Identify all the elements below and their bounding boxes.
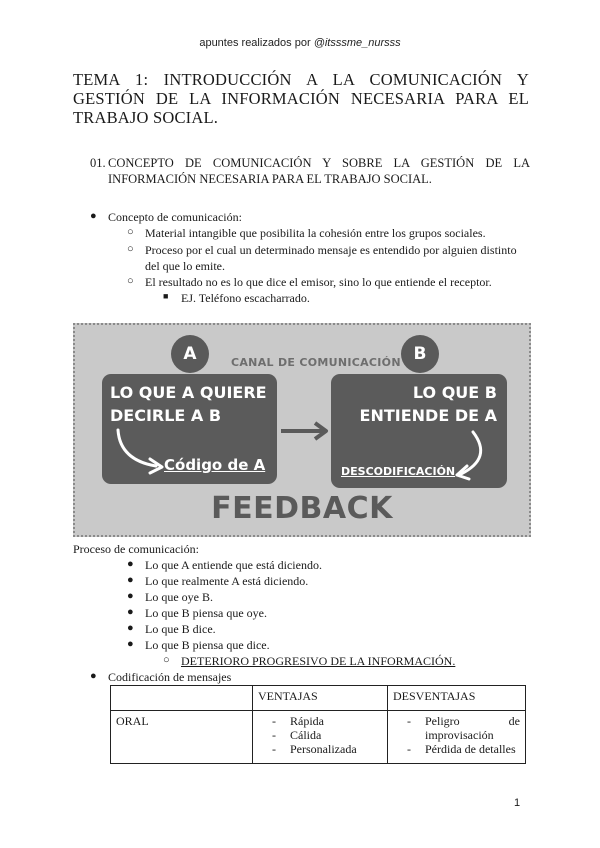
- desventaja-item: Pérdida de detalles: [425, 742, 516, 756]
- channel-label: CANAL DE COMUNICACIÓN: [231, 356, 401, 369]
- section-text: CONCEPTO DE COMUNICACIÓN Y SOBRE LA GESTIÓN DE LA INFORMACIÓN NECESARIA PARA EL TRABAJO SOCIAL.: [108, 156, 530, 186]
- circle-bullet-icon: ○: [127, 226, 134, 238]
- section-number: 01.: [90, 156, 106, 170]
- bullet-icon: ●: [127, 606, 134, 618]
- ventaja-item: Cálida: [290, 728, 322, 742]
- circle-bullet-icon: ○: [163, 654, 170, 666]
- process-conclusion: DETERIORO PROGRESIVO DE LA INFORMACIÓN.: [181, 654, 456, 668]
- header-prefix: apuntes realizados por: [199, 37, 314, 49]
- concept-label: Concepto de comunicación:: [108, 210, 242, 224]
- process-item: Lo que oye B.: [145, 590, 213, 604]
- decode-label: DESCODIFICACIÓN: [341, 465, 456, 478]
- table-header-desventajas: DESVENTAJAS: [388, 686, 526, 711]
- desventaja-item-end: de: [508, 714, 520, 728]
- coding-label: Codificación de mensajes: [108, 670, 232, 684]
- circle-bullet-icon: ○: [127, 275, 134, 287]
- table-header-empty: [111, 686, 253, 711]
- page-header: [0, 37, 600, 49]
- table-row: [111, 711, 526, 764]
- row-label-oral: ORAL: [111, 711, 253, 764]
- communication-diagram: [73, 323, 531, 537]
- curved-arrow-icon: [112, 426, 172, 476]
- table-header-row: [111, 686, 526, 711]
- bullet-icon: ●: [127, 638, 134, 650]
- bullet-icon: ●: [90, 210, 97, 222]
- table-header-ventajas: VENTAJAS: [253, 686, 388, 711]
- sender-box: [102, 374, 277, 484]
- bullet-icon: ●: [127, 574, 134, 586]
- bullet-icon: ●: [127, 622, 134, 634]
- page-title: TEMA 1: INTRODUCCIÓN A LA COMUNICACIÓN Y GESTIÓN DE LA INFORMACIÓN NECESARIA PARA EL TRABAJO SOCIAL.: [73, 70, 529, 127]
- concept-example: EJ. Teléfono escacharrado.: [181, 291, 310, 305]
- process-item: Lo que A entiende que está diciendo.: [145, 558, 322, 572]
- curved-arrow-back-icon: [449, 428, 495, 482]
- section-heading: [90, 155, 530, 187]
- bullet-icon: ●: [127, 590, 134, 602]
- circle-a: A: [171, 335, 209, 373]
- right-arrow-icon: [279, 421, 331, 441]
- process-item: Lo que B piensa que oye.: [145, 606, 267, 620]
- coding-table: [110, 685, 526, 764]
- bullet-icon: ●: [127, 558, 134, 570]
- ventaja-item: Personalizada: [290, 742, 357, 756]
- circle-bullet-icon: ○: [127, 243, 134, 255]
- desventaja-item-cont: improvisación: [425, 728, 494, 742]
- process-item: Lo que B dice.: [145, 622, 216, 636]
- receiver-line2: ENTIENDE DE A: [359, 406, 497, 425]
- desventaja-item: Peligro: [425, 714, 460, 728]
- header-handle: @itsssme_nursss: [313, 37, 401, 49]
- square-bullet-icon: ■: [163, 291, 169, 301]
- page-number: 1: [514, 797, 521, 809]
- concept-item: Material intangible que posibilita la cohesión entre los grupos sociales.: [145, 226, 486, 240]
- circle-b: B: [401, 335, 439, 373]
- ventajas-cell: - Rápida - Cálida - Personalizada: [253, 711, 388, 764]
- concept-item-cont: del que lo emite.: [145, 259, 225, 273]
- feedback-label: FEEDBACK: [211, 491, 393, 526]
- sender-line2: DECIRLE A B: [110, 406, 222, 425]
- process-label: Proceso de comunicación:: [73, 542, 199, 556]
- code-label: Código de A: [164, 456, 266, 474]
- bullet-icon: ●: [90, 670, 97, 682]
- process-item: Lo que B piensa que dice.: [145, 638, 270, 652]
- ventaja-item: Rápida: [290, 714, 324, 728]
- receiver-box: [331, 374, 507, 488]
- process-item: Lo que realmente A está diciendo.: [145, 574, 309, 588]
- concept-item: Proceso por el cual un determinado mensaje es entendido por alguien distinto: [145, 243, 517, 257]
- concept-item: El resultado no es lo que dice el emisor, sino lo que entiende el receptor.: [145, 275, 492, 289]
- desventajas-cell: - Peligro de improvisación - Pérdida de detalles: [388, 711, 526, 764]
- sender-line1: LO QUE A QUIERE: [110, 383, 267, 402]
- receiver-line1: LO QUE B: [412, 383, 497, 402]
